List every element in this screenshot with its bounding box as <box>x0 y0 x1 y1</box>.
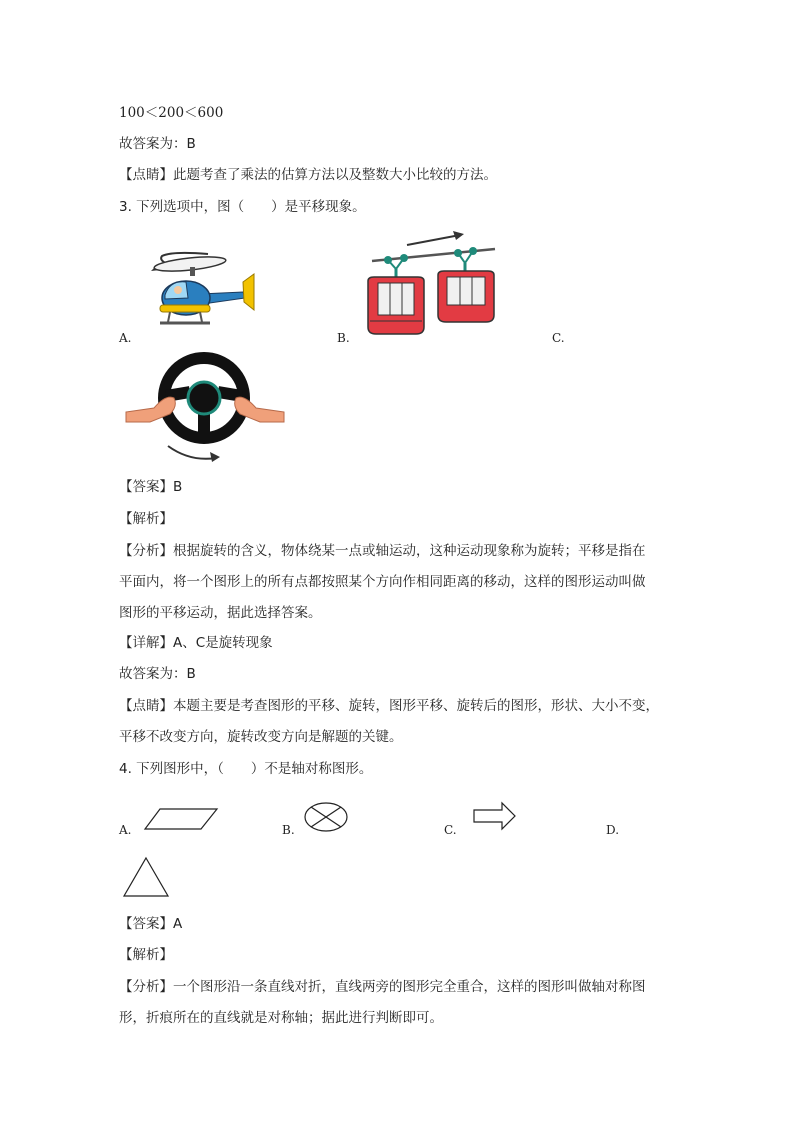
q3-option-a-label: A. <box>119 331 132 345</box>
parallelogram-shape <box>144 808 218 830</box>
arrow-shape <box>473 802 517 830</box>
q4-option-a-label: A. <box>119 823 132 837</box>
comment-line: 【点睛】本题主要是考查图形的平移、旋转，图形平移、旋转后的图形，形状、大小不变， <box>119 698 659 714</box>
cable-car-right <box>438 271 494 322</box>
answer-line: 故答案为：B <box>119 666 196 682</box>
answer-line: 故答案为：B <box>119 136 196 152</box>
cable-car-left <box>368 277 424 334</box>
steering-wheel-image <box>124 356 286 466</box>
analysis-line: 【分析】根据旋转的含义，物体绕某一点或轴运动，这种运动现象称为旋转；平移是指在 <box>119 543 646 559</box>
answer-line: 【答案】A <box>119 916 183 932</box>
analysis-line: 【分析】一个图形沿一条直线对折，直线两旁的图形完全重合，这样的图形叫做轴对称图 <box>119 979 646 995</box>
movement-arrow-icon <box>407 231 464 245</box>
triangle-shape <box>123 857 169 897</box>
q4-option-d-label: D. <box>606 823 620 837</box>
comment-line: 【点睛】此题考查了乘法的估算方法以及整数大小比较的方法。 <box>119 167 497 183</box>
rotation-arrow-icon <box>168 446 220 462</box>
question-4: 4. 下列图形中，（ ）不是轴对称图形。 <box>119 761 373 777</box>
analysis-heading: 【解析】 <box>119 947 173 963</box>
circle-cross-shape <box>304 802 348 832</box>
analysis-line: 图形的平移运动，据此选择答案。 <box>119 605 322 621</box>
calc-comparison: 100＜200＜600 <box>119 105 224 121</box>
cable-car-image <box>360 231 500 337</box>
q3-option-c-label: C. <box>552 331 565 345</box>
detail-line: 【详解】A、C是旋转现象 <box>119 635 273 651</box>
q4-option-c-label: C. <box>444 823 457 837</box>
analysis-line: 平面内，将一个图形上的所有点都按照某个方向作相同距离的移动，这样的图形运动叫做 <box>119 574 646 590</box>
q4-option-b-label: B. <box>282 823 295 837</box>
analysis-heading: 【解析】 <box>119 511 173 527</box>
comment-line: 平移不改变方向，旋转改变方向是解题的关键。 <box>119 729 403 745</box>
question-3: 3. 下列选项中，图（ ）是平移现象。 <box>119 199 366 215</box>
analysis-line: 形，折痕所在的直线就是对称轴；据此进行判断即可。 <box>119 1010 443 1026</box>
helicopter-image <box>148 250 263 336</box>
answer-line: 【答案】B <box>119 479 183 495</box>
q3-option-b-label: B. <box>337 331 350 345</box>
